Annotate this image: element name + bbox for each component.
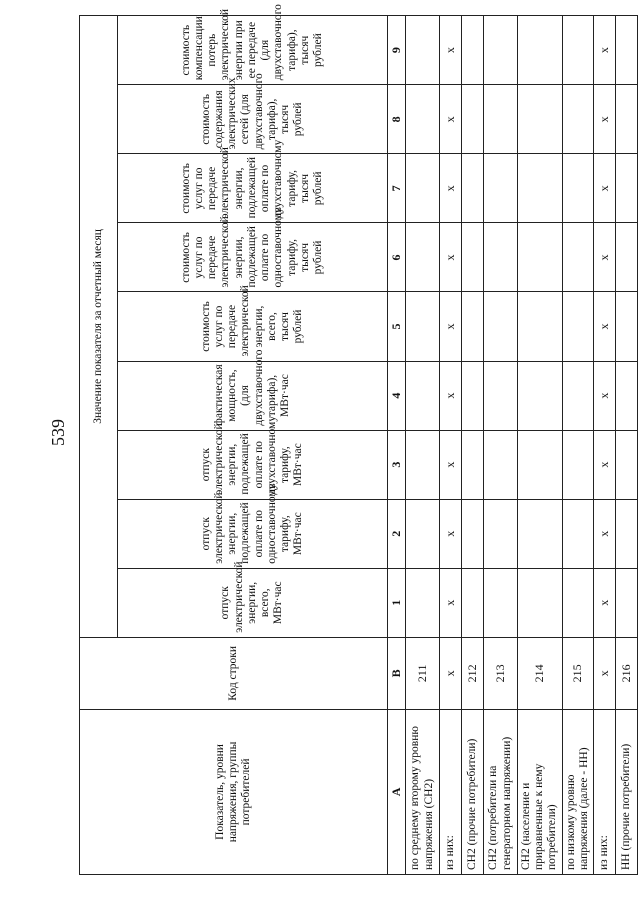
value-cell [616, 568, 638, 637]
column-number: 3 [388, 430, 406, 499]
value-cell [518, 85, 563, 154]
header-group: Значение показателя за отчетный месяц [80, 16, 118, 638]
value-cell [518, 292, 563, 361]
header-indicator: Показатель, уровни напряжения, группы потребителей [80, 709, 388, 874]
value-cell [616, 430, 638, 499]
value-cell [462, 430, 484, 499]
value-cell [518, 361, 563, 430]
value-cell [406, 223, 440, 292]
value-cell [562, 16, 593, 85]
value-cell [562, 361, 593, 430]
column-number: 9 [388, 16, 406, 85]
value-cell: x [440, 430, 462, 499]
value-cell [484, 154, 518, 223]
value-cell [562, 223, 593, 292]
row-code: 215 [562, 637, 593, 709]
value-cell: x [594, 154, 616, 223]
column-header: стоимость услуг по передаче электрической энергии, подлежащей оплате по одноставочному тарифу, тысяч рублей [118, 223, 388, 292]
value-cell [562, 499, 593, 568]
column-header: отпуск электрической энергии, всего, МВт·час [118, 568, 388, 637]
value-cell [562, 430, 593, 499]
value-cell: x [440, 223, 462, 292]
value-cell [616, 361, 638, 430]
value-cell [462, 292, 484, 361]
value-cell: x [440, 154, 462, 223]
value-cell [484, 361, 518, 430]
value-cell [462, 499, 484, 568]
column-number: 5 [388, 292, 406, 361]
column-number: 6 [388, 223, 406, 292]
column-number: 1 [388, 568, 406, 637]
column-header: стоимость услуг по передаче электрической энергии, подлежащей оплате по двухставочному тарифу, тысяч рублей [118, 154, 388, 223]
value-cell: x [594, 499, 616, 568]
value-cell [518, 16, 563, 85]
value-cell [518, 223, 563, 292]
value-cell [562, 292, 593, 361]
value-cell [562, 568, 593, 637]
value-cell: x [440, 16, 462, 85]
value-cell [484, 223, 518, 292]
value-cell [484, 292, 518, 361]
row-label: СН2 (население и приравненные к нему потребители) [518, 709, 563, 874]
header-code: Код строки [80, 637, 388, 709]
table-row [594, 16, 616, 875]
value-cell [484, 568, 518, 637]
row-code: 213 [484, 637, 518, 709]
value-cell [616, 154, 638, 223]
column-number: 8 [388, 85, 406, 154]
value-cell [462, 85, 484, 154]
column-number: 7 [388, 154, 406, 223]
value-cell [406, 85, 440, 154]
row-code: 216 [616, 637, 638, 709]
value-cell [406, 430, 440, 499]
value-cell [518, 499, 563, 568]
value-cell [484, 499, 518, 568]
value-cell [562, 85, 593, 154]
value-cell: x [594, 361, 616, 430]
value-cell [484, 430, 518, 499]
row-label: СН2 (прочие потребители) [462, 709, 484, 874]
column-header: отпуск электрической энергии, подлежащей оплате по двухставочному тарифу, МВт·час [118, 430, 388, 499]
row-code: x [594, 637, 616, 709]
row-code: 211 [406, 637, 440, 709]
column-header: фактическая мощность, (для двухставочного тарифа), МВт·час [118, 361, 388, 430]
row-label: СН2 (потребители на генераторном напряжении) [484, 709, 518, 874]
value-cell: x [594, 85, 616, 154]
value-cell: x [594, 430, 616, 499]
column-number: 2 [388, 499, 406, 568]
table-row [462, 16, 484, 875]
value-cell [518, 430, 563, 499]
value-cell [484, 85, 518, 154]
column-header: стоимость компенсации потерь электрической энергии при ее передаче (для двухставочного тарифа), тысяч рублей [118, 16, 388, 85]
column-number: 4 [388, 361, 406, 430]
value-cell [406, 16, 440, 85]
value-cell [616, 85, 638, 154]
row-code: x [440, 637, 462, 709]
value-cell [562, 154, 593, 223]
value-cell [518, 154, 563, 223]
table-row [406, 16, 440, 875]
value-cell: x [440, 85, 462, 154]
row-label: по среднему второму уровню напряжения (СН2) [406, 709, 440, 874]
value-cell [406, 154, 440, 223]
table-row [484, 16, 518, 875]
value-cell [518, 568, 563, 637]
value-cell [406, 499, 440, 568]
value-cell [484, 16, 518, 85]
value-cell [616, 16, 638, 85]
value-cell: x [594, 568, 616, 637]
value-cell: x [594, 223, 616, 292]
report-table [79, 4, 638, 875]
report-table-container [79, 4, 633, 875]
column-header: отпуск электрической энергии, подлежащей оплате по одноставочному тарифу, МВт·час [118, 499, 388, 568]
row-code: 214 [518, 637, 563, 709]
row-label: НН (прочие потребители) [616, 709, 638, 874]
value-cell [616, 292, 638, 361]
value-cell: x [440, 499, 462, 568]
value-cell [406, 361, 440, 430]
value-cell [462, 568, 484, 637]
value-cell [406, 568, 440, 637]
table-row [518, 16, 563, 875]
value-cell [462, 361, 484, 430]
value-cell [462, 154, 484, 223]
value-cell [406, 292, 440, 361]
value-cell: x [440, 292, 462, 361]
value-cell: x [594, 292, 616, 361]
column-number: В [388, 637, 406, 709]
value-cell: x [440, 361, 462, 430]
value-cell [462, 16, 484, 85]
value-cell: x [594, 16, 616, 85]
value-cell [462, 223, 484, 292]
row-code: 212 [462, 637, 484, 709]
table-row [562, 16, 593, 875]
page-number: 539 [48, 419, 68, 446]
row-label: из них: [440, 709, 462, 874]
column-number: А [388, 709, 406, 874]
table-row [440, 16, 462, 875]
table-body [406, 16, 638, 875]
value-cell [616, 499, 638, 568]
column-header: стоимость содержания электрических сетей (для двухставочного тарифа), тысяч рублей [118, 85, 388, 154]
value-cell [616, 223, 638, 292]
column-header: стоимость услуг по передаче электрической энергии, всего, тысяч рублей [118, 292, 388, 361]
row-label: по низкому уровню напряжения (далее - НН) [562, 709, 593, 874]
table-row [616, 16, 638, 875]
value-cell: x [440, 568, 462, 637]
row-label: из них: [594, 709, 616, 874]
